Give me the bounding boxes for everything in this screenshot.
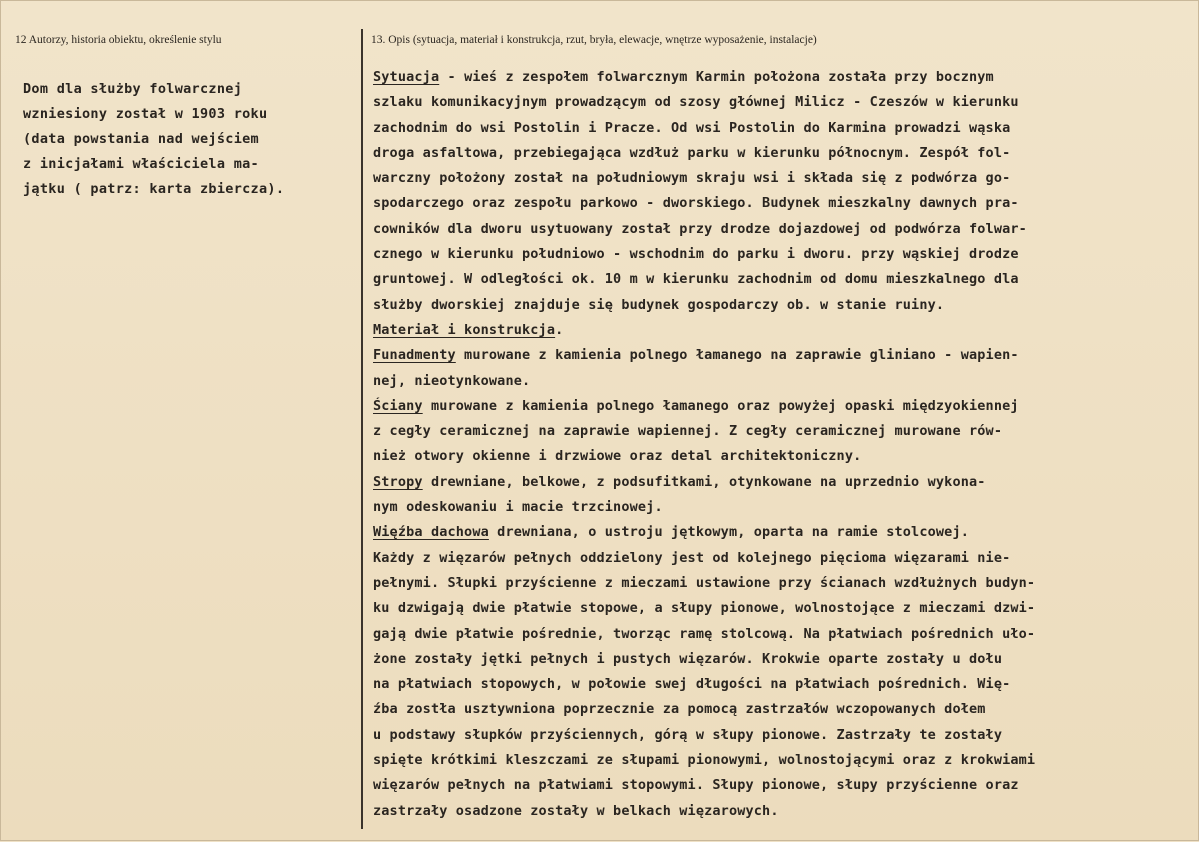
line-text: u podstawy słupków przyściennych, górą w słupy pionowe. Zastrzały te zostały bbox=[373, 726, 1003, 743]
line-text: zachodnim do wsi Postolin i Pracze. Od wsi Postolin do Karmina prowadzi wąska bbox=[373, 119, 1011, 136]
history-line: (data powstania nad wejściem bbox=[23, 131, 259, 147]
description-line bbox=[373, 343, 1183, 368]
line-text: warczny położony został na południowym skraju wsi i składa się z podwórza go- bbox=[373, 170, 1011, 187]
line-text: szlaku komunikacyjnym prowadzącym od szosy głównej Milicz - Czeszów w kierunku bbox=[373, 94, 1019, 111]
section-heading: Stropy bbox=[373, 473, 423, 490]
description-line bbox=[373, 267, 1183, 292]
description-line bbox=[373, 596, 1183, 621]
description-line bbox=[373, 444, 1183, 469]
description-line bbox=[373, 419, 1183, 444]
description-line bbox=[373, 697, 1183, 722]
description-line bbox=[373, 65, 1183, 90]
description-line bbox=[373, 116, 1183, 141]
description-line bbox=[373, 318, 1183, 343]
history-line: jątku ( patrz: karta zbiercza). bbox=[23, 181, 285, 197]
line-text: spodarczego oraz zespołu parkowo - dworskiego. Budynek mieszkalny dawnych pra- bbox=[373, 195, 1019, 212]
left-column-header: 12 Autorzy, historia obiektu, określenie stylu bbox=[15, 34, 222, 46]
line-text: murowane z kamienia polnego łamanego na zaprawie gliniano - wapien- bbox=[455, 347, 1019, 364]
line-text: pełnymi. Słupki przyścienne z mieczami ustawione przy ścianach wzdłużnych budyn- bbox=[373, 574, 1036, 591]
section-heading: Funadmenty bbox=[373, 347, 456, 364]
line-text: spięte krótkimi kleszczami ze słupami pionowymi, wolnostojącymi oraz z krokwiami bbox=[373, 752, 1036, 769]
description-line bbox=[373, 470, 1183, 495]
description-line bbox=[373, 622, 1183, 647]
description-line bbox=[373, 723, 1183, 748]
line-text: nej, nieotynkowane. bbox=[373, 372, 531, 389]
history-text bbox=[23, 77, 353, 202]
line-text: nym odeskowaniu i macie trzcinowej. bbox=[373, 499, 663, 516]
line-text: cowników dla dworu usytuowany został przy drodze dojazdowej od podwórza folwar- bbox=[373, 220, 1027, 237]
history-line: wzniesiony został w 1903 roku bbox=[23, 106, 268, 122]
description-line bbox=[373, 394, 1183, 419]
right-column bbox=[369, 1, 1189, 842]
description-line bbox=[373, 647, 1183, 672]
line-text: ku dzwigają dwie płatwie stopowe, a słupy pionowe, wolnostojące z mieczami dzwi- bbox=[373, 600, 1036, 617]
description-line bbox=[373, 546, 1183, 571]
line-text: nież otwory okienne i drzwiowe oraz detal architektoniczny. bbox=[373, 448, 862, 465]
section-heading: Sytuacja bbox=[373, 69, 440, 85]
description-text bbox=[373, 65, 1183, 824]
line-text: źba zostła usztywniona poprzecznie za pomocą zastrzałów wczopowanych dołem bbox=[373, 701, 986, 718]
section-heading: Więźba dachowa bbox=[373, 524, 489, 541]
description-line bbox=[373, 191, 1183, 216]
line-text: cznego w kierunku południowo - wschodnim do parku i dworu. przy wąskiej drodze bbox=[373, 246, 1019, 263]
section-heading: Ściany bbox=[373, 397, 423, 414]
section-heading: Materiał i konstrukcja bbox=[373, 321, 556, 338]
description-line bbox=[373, 293, 1183, 318]
left-column bbox=[1, 1, 361, 842]
line-text: . bbox=[555, 321, 564, 338]
line-text: drewniana, o ustroju jętkowym, oparta na ramie stolcowej. bbox=[488, 524, 969, 541]
description-line bbox=[373, 166, 1183, 191]
description-line bbox=[373, 217, 1183, 242]
line-text: gają dwie płatwie pośrednie, tworząc ramę stolcową. Na płatwiach pośrednich uło- bbox=[373, 625, 1036, 642]
line-text: Każdy z więzarów pełnych oddzielony jest od kolejnego pięcioma więzarami nie- bbox=[373, 549, 1011, 566]
description-line bbox=[373, 799, 1183, 824]
description-line bbox=[373, 242, 1183, 267]
description-line bbox=[373, 571, 1183, 596]
column-divider bbox=[361, 29, 363, 829]
description-line bbox=[373, 495, 1183, 520]
description-line bbox=[373, 520, 1183, 545]
line-text: służby dworskiej znajduje się budynek gospodarczy ob. w stanie ruiny. bbox=[373, 296, 945, 313]
line-text: droga asfaltowa, przebiegająca wzdłuż parku w kierunku północnym. Zespół fol- bbox=[373, 144, 1011, 161]
line-text: gruntowej. W odległości ok. 10 m w kierunku zachodnim od domu mieszkalnego dla bbox=[373, 271, 1019, 288]
description-line bbox=[373, 141, 1183, 166]
line-text: zastrzały osadzone zostały w belkach więzarowych. bbox=[373, 802, 779, 819]
description-line bbox=[373, 773, 1183, 798]
description-line bbox=[373, 748, 1183, 773]
history-line: Dom dla służby folwarcznej bbox=[23, 81, 243, 97]
line-text: z cegły ceramicznej na zaprawie wapiennej. Z cegły ceramicznej murowane rów- bbox=[373, 423, 1003, 440]
line-text: - wieś z zespołem folwarcznym Karmin położona została przy bocznym bbox=[439, 69, 994, 85]
line-text: drewniane, belkowe, z podsufitkami, otynkowane na uprzednio wykona- bbox=[422, 473, 986, 490]
description-line bbox=[373, 369, 1183, 394]
right-column-header: 13. Opis (sytuacja, materiał i konstrukcja, rzut, bryła, elewacje, wnętrze wyposażenie, instalacje) bbox=[371, 34, 817, 46]
line-text: żone zostały jętki pełnych i pustych więzarów. Krokwie oparte zostały u dołu bbox=[373, 650, 1003, 667]
line-text: więzarów pełnych na płatwiami stopowymi. Słupy pionowe, słupy przyścienne oraz bbox=[373, 777, 1019, 794]
description-line bbox=[373, 90, 1183, 115]
description-line bbox=[373, 672, 1183, 697]
line-text: na płatwiach stopowych, w połowie swej długości na płatwiach pośrednich. Wię- bbox=[373, 676, 1011, 693]
history-line: z inicjałami właściciela ma- bbox=[23, 156, 259, 172]
line-text: murowane z kamienia polnego łamanego oraz powyżej opaski międzyokiennej bbox=[422, 397, 1019, 414]
